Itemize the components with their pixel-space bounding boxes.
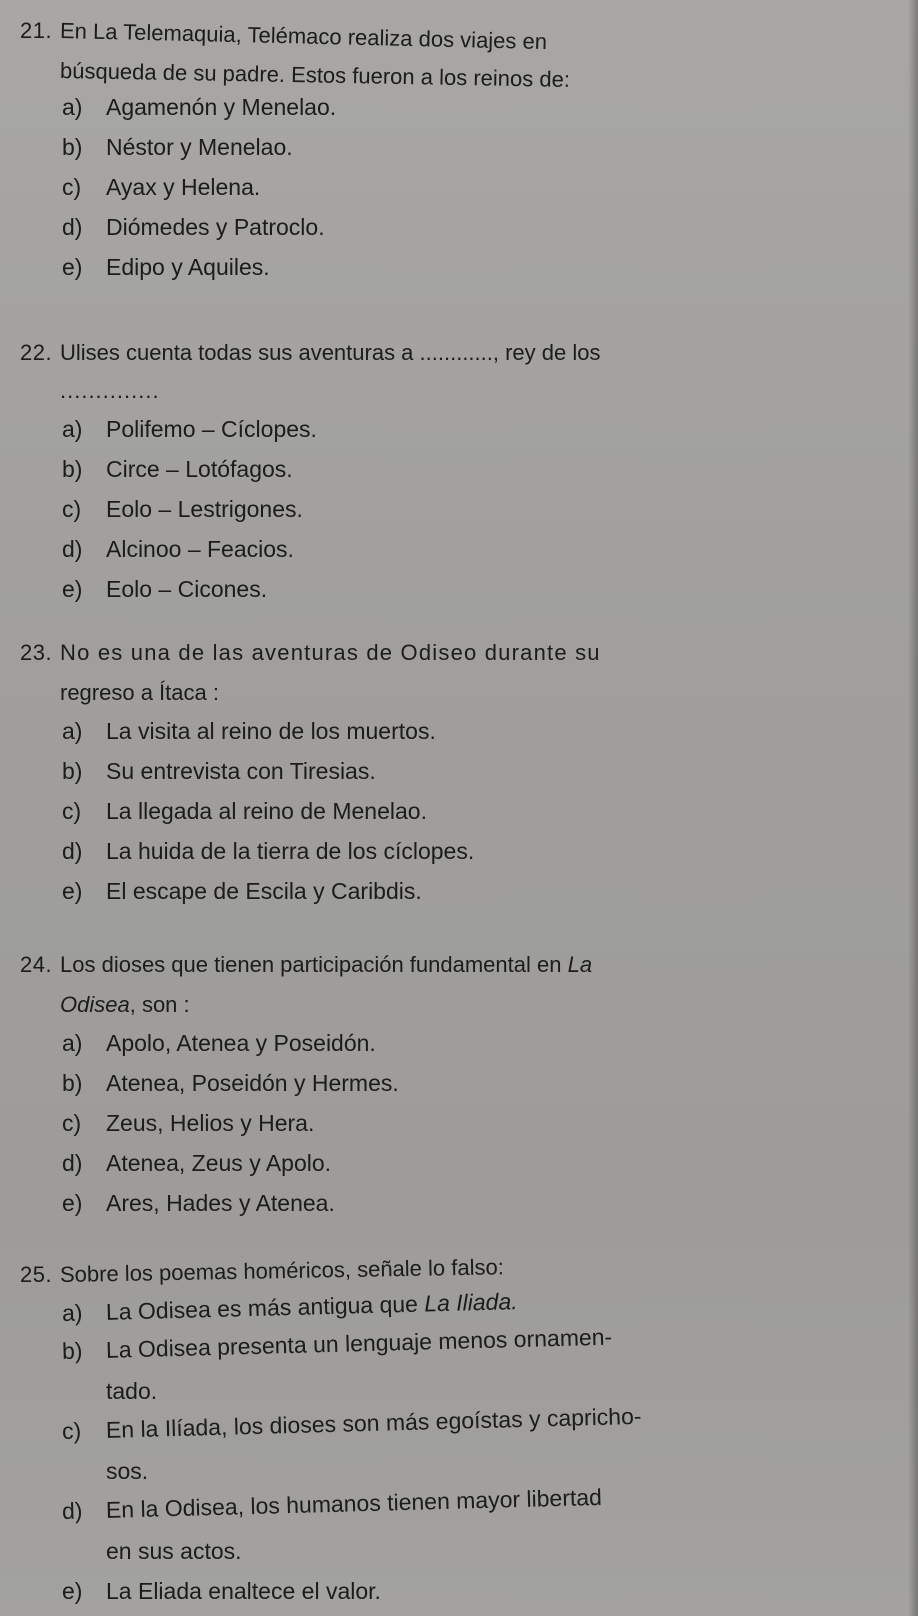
answer-option[interactable]: b) Néstor y Menelao. [62,134,293,160]
page-edge-shadow [908,0,918,1616]
answer-option[interactable]: d) Diómedes y Patroclo. [62,214,325,240]
answer-option[interactable]: e) El escape de Escila y Caribdis. [62,878,422,904]
answer-option[interactable]: c) Ayax y Helena. [62,174,261,200]
answer-option[interactable]: d) Atenea, Zeus y Apolo. [62,1150,332,1176]
answer-option[interactable]: c) Zeus, Helios y Hera. [62,1110,315,1136]
answer-option[interactable]: d) La huida de la tierra de los cíclopes. [62,838,475,864]
answer-option[interactable]: b) Circe – Lotófagos. [62,456,293,482]
answer-option-continuation: sos. [106,1458,149,1484]
question-text: En La Telemaquia, Telémaco realiza dos viajes en [59,18,548,55]
answer-option[interactable]: e) Ares, Hades y Atenea. [62,1190,335,1216]
question-text: Los dioses que tienen participación fundamental en La [60,952,593,977]
question-number: 21. [20,18,53,43]
answer-option[interactable]: d) Alcinoo – Feacios. [62,536,294,562]
answer-option[interactable]: a) La Odisea es más antigua que La Iliada. [61,1288,518,1326]
answer-option[interactable]: e) Edipo y Aquiles. [62,254,270,280]
answer-option[interactable]: c) La llegada al reino de Menelao. [62,798,427,824]
question-text: Odisea, son : [60,992,190,1017]
question-number: 22. [20,340,53,365]
question-number: 23. [20,640,53,665]
answer-option-continuation: tado. [106,1378,158,1404]
answer-option-continuation: en sus actos. [106,1538,242,1564]
answer-option[interactable]: c) En la Ilíada, los dioses son más egoístas y capricho- [61,1402,642,1444]
answer-option[interactable]: a) Agamenón y Menelao. [62,94,337,120]
question-text: No es una de las aventuras de Odiseo durante su [60,640,601,665]
answer-option[interactable]: b) La Odisea presenta un lenguaje menos ornamen- [61,1323,613,1364]
answer-option[interactable]: d) En la Odisea, los humanos tienen mayor libertad [61,1483,603,1524]
question-text: regreso a Ítaca : [60,680,219,705]
answer-option[interactable]: e) La Eliada enaltece el valor. [62,1578,381,1604]
question-text: Ulises cuenta todas sus aventuras a ............, rey de los [60,340,601,365]
answer-option[interactable]: a) Polifemo – Cíclopes. [62,416,317,442]
question-number: 25. [20,1262,53,1287]
question-number: 24. [20,952,53,977]
question-text: Sobre los poemas homéricos, señale lo falso: [59,1254,505,1287]
answer-option[interactable]: b) Su entrevista con Tiresias. [62,758,376,784]
question-text: .............. [60,378,160,403]
answer-option[interactable]: e) Eolo – Cicones. [62,576,268,602]
answer-option[interactable]: a) Apolo, Atenea y Poseidón. [62,1030,376,1056]
question-text: búsqueda de su padre. Estos fueron a los reinos de: [59,58,571,92]
answer-option[interactable]: c) Eolo – Lestrigones. [62,496,303,522]
answer-option[interactable]: a) La visita al reino de los muertos. [62,718,436,744]
answer-option[interactable]: b) Atenea, Poseidón y Hermes. [62,1070,399,1096]
